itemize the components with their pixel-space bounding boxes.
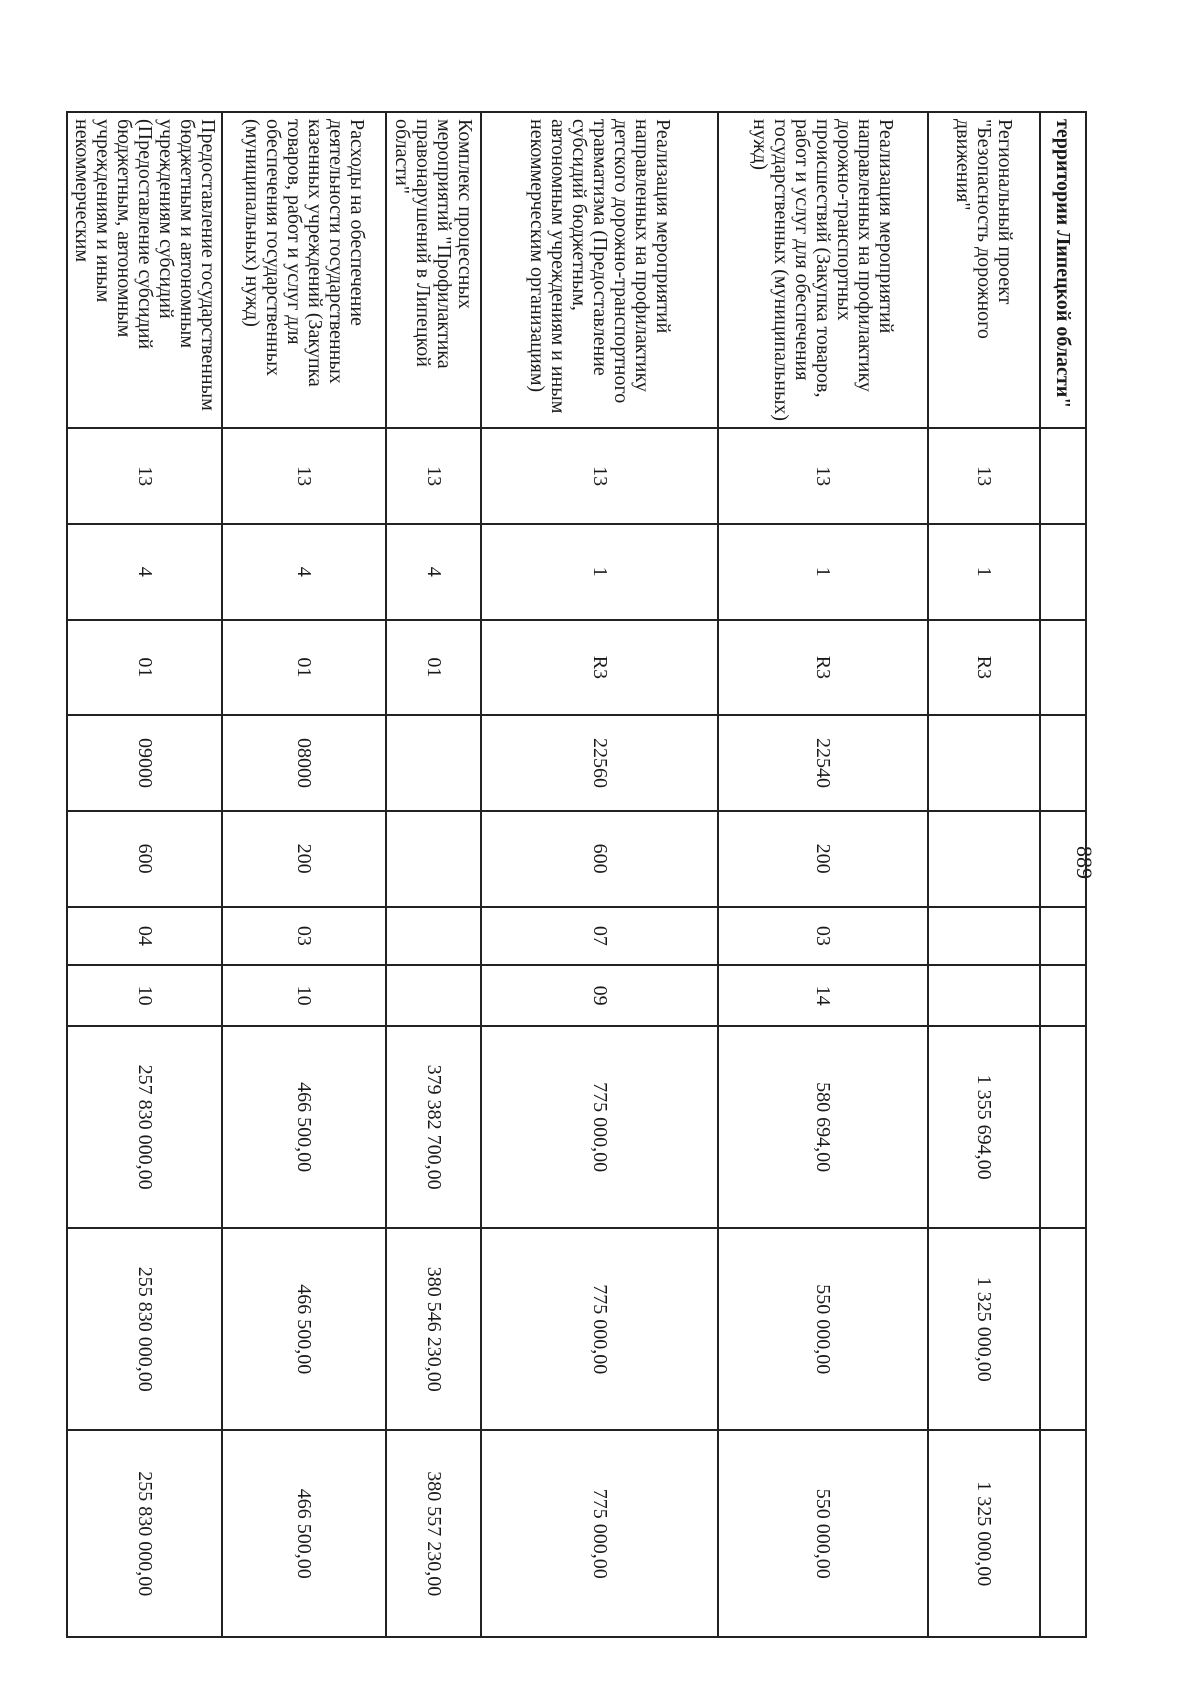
code-cell: 22540	[718, 715, 928, 811]
code-cell	[386, 965, 481, 1026]
code-cell	[1040, 965, 1086, 1026]
code-cell	[1040, 620, 1086, 716]
code-cell: 200	[718, 811, 928, 907]
code-cell: 4	[222, 524, 386, 620]
code-cell: 03	[718, 907, 928, 966]
code-cell: 07	[481, 907, 718, 966]
code-cell: 13	[67, 428, 222, 524]
code-cell: R3	[481, 620, 718, 716]
row-name-cell: Региональный проект "Безопасность дорожного движения"	[928, 112, 1040, 428]
code-cell: 01	[67, 620, 222, 716]
table-row	[386, 112, 481, 1637]
code-cell	[386, 907, 481, 966]
code-cell: 08000	[222, 715, 386, 811]
code-cell: 1	[928, 524, 1040, 620]
row-name-cell: Реализация мероприятий направленных на профилактику дорожно-транспортных происшествий (Закупка товаров, работ и услуг для обеспечения государственных (муниципальных) нужд)	[718, 112, 928, 428]
code-cell	[1040, 428, 1086, 524]
code-cell: 200	[222, 811, 386, 907]
row-name-cell: Расходы на обеспечение деятельности государственных казенных учреждений (Закупка товаров, работ и услуг для обеспечения государственных (муниципальных) нужд)	[222, 112, 386, 428]
code-cell: 14	[718, 965, 928, 1026]
amount-cell: 257 830 000,00	[67, 1026, 222, 1228]
amount-cell: 380 546 230,00	[386, 1228, 481, 1430]
code-cell: 01	[222, 620, 386, 716]
code-cell: 4	[67, 524, 222, 620]
code-cell: 10	[222, 965, 386, 1026]
amount-cell: 466 500,00	[222, 1026, 386, 1228]
code-cell: 03	[222, 907, 386, 966]
amount-cell: 550 000,00	[718, 1430, 928, 1637]
code-cell	[928, 811, 1040, 907]
amount-cell: 379 382 700,00	[386, 1026, 481, 1228]
code-cell: 09000	[67, 715, 222, 811]
code-cell: 01	[386, 620, 481, 716]
code-cell: 4	[386, 524, 481, 620]
code-cell	[928, 907, 1040, 966]
code-cell: R3	[718, 620, 928, 716]
page-number: 889	[1072, 846, 1097, 879]
code-cell: 1	[481, 524, 718, 620]
table-row	[1040, 112, 1086, 1637]
amount-cell: 1 355 694,00	[928, 1026, 1040, 1228]
code-cell: 600	[481, 811, 718, 907]
row-name-cell: Комплекс процессных мероприятий "Профилактика правонарушений в Липецкой области"	[386, 112, 481, 428]
amount-cell: 775 000,00	[481, 1026, 718, 1228]
code-cell: R3	[928, 620, 1040, 716]
code-cell: 13	[718, 428, 928, 524]
amount-cell: 775 000,00	[481, 1228, 718, 1430]
table-row	[718, 112, 928, 1637]
code-cell: 13	[386, 428, 481, 524]
row-name-cell: Реализация мероприятий направленных на профилактику детского дорожно-транспортного травматизма (Предоставление субсидий бюджетным, автономным учреждениям и иным некоммерческим организациям)	[481, 112, 718, 428]
code-cell	[1040, 907, 1086, 966]
amount-cell: 255 830 000,00	[67, 1228, 222, 1430]
amount-cell: 1 325 000,00	[928, 1228, 1040, 1430]
table-row	[481, 112, 718, 1637]
amount-cell: 255 830 000,00	[67, 1430, 222, 1637]
code-cell: 13	[481, 428, 718, 524]
code-cell	[386, 811, 481, 907]
code-cell	[386, 715, 481, 811]
code-cell: 10	[67, 965, 222, 1026]
amount-cell: 466 500,00	[222, 1228, 386, 1430]
amount-cell: 550 000,00	[718, 1228, 928, 1430]
amount-cell	[1040, 1228, 1086, 1430]
code-cell: 22560	[481, 715, 718, 811]
code-cell: 09	[481, 965, 718, 1026]
code-cell: 1	[718, 524, 928, 620]
amount-cell	[1040, 1430, 1086, 1637]
amount-cell: 775 000,00	[481, 1430, 718, 1637]
row-name-cell: Предоставление государственным бюджетным и автономным учреждениям субсидий (Предоставление субсидий бюджетным, автономным учреждениям и иным некоммерческим	[67, 112, 222, 428]
code-cell	[928, 715, 1040, 811]
amount-cell: 580 694,00	[718, 1026, 928, 1228]
code-cell	[1040, 811, 1086, 907]
amount-cell	[1040, 1026, 1086, 1228]
budget-table	[66, 111, 1087, 1638]
code-cell	[928, 965, 1040, 1026]
code-cell: 600	[67, 811, 222, 907]
amount-cell: 1 325 000,00	[928, 1430, 1040, 1637]
row-name-cell: территории Липецкой области"	[1040, 112, 1086, 428]
table-row	[67, 112, 222, 1637]
amount-cell: 380 557 230,00	[386, 1430, 481, 1637]
code-cell: 13	[928, 428, 1040, 524]
code-cell	[1040, 524, 1086, 620]
code-cell	[1040, 715, 1086, 811]
table-row	[222, 112, 386, 1637]
rotated-page-content	[71, 111, 1087, 1638]
table-row	[928, 112, 1040, 1637]
code-cell: 13	[222, 428, 386, 524]
code-cell: 04	[67, 907, 222, 966]
amount-cell: 466 500,00	[222, 1430, 386, 1637]
